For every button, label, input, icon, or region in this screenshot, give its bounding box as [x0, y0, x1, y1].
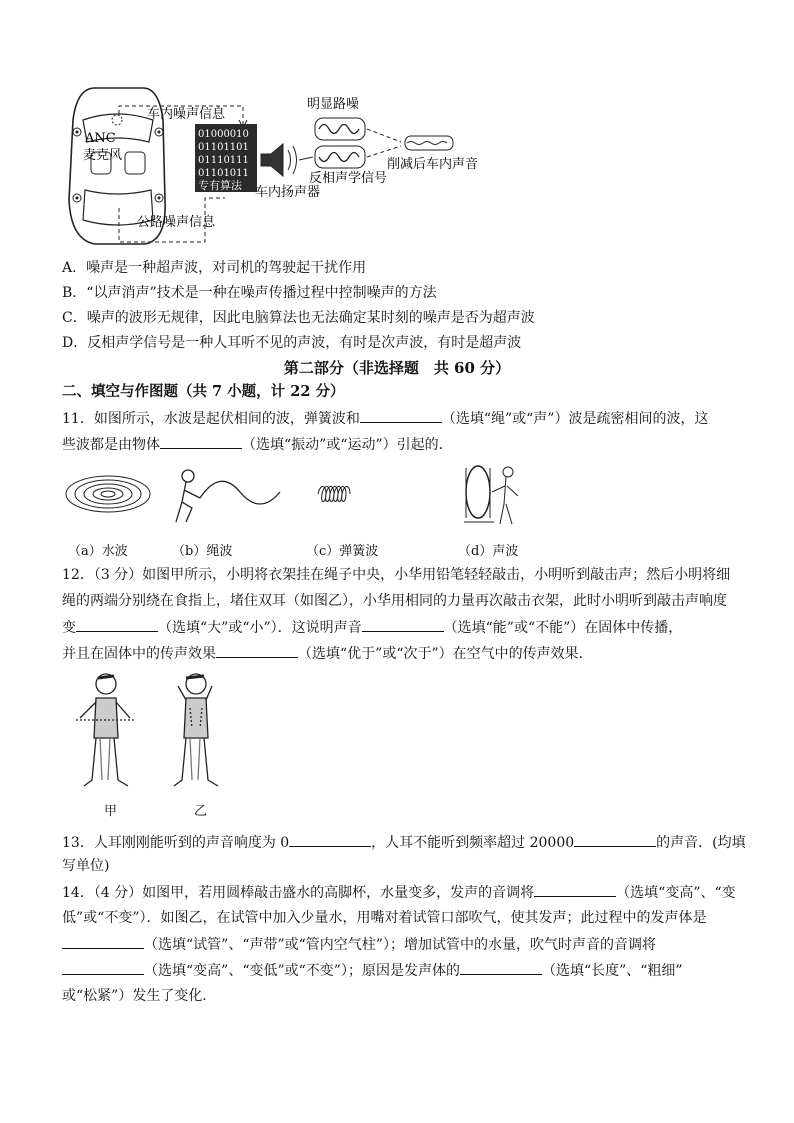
sound-wave-drum-figure — [464, 466, 518, 524]
q12-blank-1[interactable] — [76, 617, 158, 632]
q10-option-b: B．“以声消声”技术是一种在噪声传播过程中控制噪声的方法 — [62, 285, 437, 301]
q13-line-2: 写单位) — [62, 858, 110, 874]
q12-line-1: 12．（3 分）如图甲所示，小明将衣架挂在绳子中央，小华用铅笔轻轻敲击，小明听到敲击声；然后小明将细 — [62, 567, 731, 583]
mic-label: 麦克风 — [83, 148, 123, 163]
q13-blank-2[interactable] — [574, 832, 656, 847]
q10-option-c: C．噪声的波形无规律，因此电脑算法也无法确定某时刻的噪声是否为超声波 — [62, 310, 535, 326]
figure-yi-label: 乙 — [194, 804, 208, 819]
anti-wave-icon — [319, 153, 359, 162]
figure-jia-label: 甲 — [104, 804, 118, 819]
q12-line-4: 并且在固体中的传声效果 （选填“优于”或“次于”）在空气中的传声效果． — [62, 643, 593, 664]
q14-blank-4[interactable] — [460, 960, 542, 975]
caption-sound-wave: （d）声波 — [458, 544, 519, 559]
binary-line-3: 01110111 — [198, 155, 249, 166]
speaker-label: 车内扬声器 — [255, 185, 321, 200]
q11-figures — [60, 462, 540, 532]
q13-blank-1[interactable] — [289, 832, 371, 847]
anc-label: ANC — [85, 131, 116, 146]
caption-water-wave: （a）水波 — [68, 544, 128, 559]
noise-wave-icon — [319, 125, 359, 134]
q11-blank-2[interactable] — [160, 434, 242, 449]
q12-blank-2[interactable] — [362, 617, 444, 632]
caption-spring-wave: （c）弹簧波 — [306, 544, 379, 559]
figure-yi-person — [174, 674, 218, 786]
q12-line-2: 绳的两端分别绕在食指上，堵住双耳（如图乙），小华用相同的力量再次敲击衣架，此时小明听到敲击声响度 — [62, 593, 727, 609]
q14-line-3: （选填“试管”、“声带”或“管内空气柱”）；增加试管中的水量，吹气时声音的音调将 — [62, 934, 656, 955]
q11-blank-1[interactable] — [360, 408, 442, 423]
q14-line-5: 或“松紧”）发生了变化． — [62, 988, 217, 1004]
q12-blank-3[interactable] — [216, 643, 298, 658]
binary-line-4: 01101011 — [198, 168, 249, 179]
speaker-icon — [261, 144, 283, 176]
q11-line-2: 些波都是由物体 （选填“振动”或“运动”）引起的． — [62, 434, 453, 455]
q14-blank-2[interactable] — [62, 934, 144, 949]
reduced-sound-label: 削减后车内声音 — [387, 157, 479, 172]
q14-line-4: （选填“变高”、“变低”或“不变”）；原因是发声体的 （选填“长度”、“粗细” — [62, 960, 683, 981]
q14-blank-1[interactable] — [534, 882, 616, 897]
q12-figures — [70, 668, 240, 798]
binary-line-1: 01000010 — [198, 129, 249, 140]
algorithm-label: 专有算法 — [198, 179, 242, 192]
q13-line-1: 13．人耳刚刚能听到的声音响度为 0 ，人耳不能听到频率超过 20000 的声音．(均填 — [62, 832, 746, 853]
q14-blank-3[interactable] — [62, 960, 144, 975]
q14-line-1: 14．（4 分）如图甲，若用圆棒敲击盛水的高脚杯，水量变多，发声的音调将 （选填“变高”、“变 — [62, 882, 736, 903]
reduced-wave-icon — [407, 142, 447, 145]
caption-rope-wave: （b）绳波 — [172, 544, 233, 559]
q10-option-d: D．反相声学信号是一种人耳听不见的声波，有时是次声波，有时是超声波 — [62, 335, 522, 351]
rope-wave-figure — [176, 470, 280, 522]
q12-line-3: 变 （选填“大”或“小”）．这说明声音 （选填“能”或“不能”）在固体中传播， — [62, 617, 682, 638]
anti-signal-label: 反相声学信号 — [309, 171, 388, 186]
section2-heading: 二、填空与作图题（共 7 小题，计 22 分） — [62, 383, 345, 400]
q14-line-2: 低”或“不变”）．如图乙，在试管中加入少量水，用嘴对着试管口部吹气，使其发声；此过程中的发声体是 — [62, 910, 707, 926]
obvious-noise-label: 明显路噪 — [307, 97, 360, 112]
road-noise-label: 公路噪声信息 — [137, 215, 216, 230]
water-wave-figure — [66, 476, 150, 512]
q11-line-1: 11．如图所示，水波是起伏相间的波，弹簧波和 （选填“绳”或“声”）波是疏密相间的波，这 — [62, 408, 708, 429]
q10-option-a: A．噪声是一种超声波，对司机的驾驶起干扰作用 — [62, 260, 367, 276]
binary-line-2: 01101101 — [198, 142, 249, 153]
figure-jia-person — [76, 674, 134, 786]
in-car-noise-label: 车内噪声信息 — [147, 107, 226, 122]
spring-wave-figure — [318, 487, 350, 502]
anc-system-figure — [55, 80, 505, 250]
part2-heading: 第二部分（非选择题 共 60 分） — [283, 359, 511, 377]
